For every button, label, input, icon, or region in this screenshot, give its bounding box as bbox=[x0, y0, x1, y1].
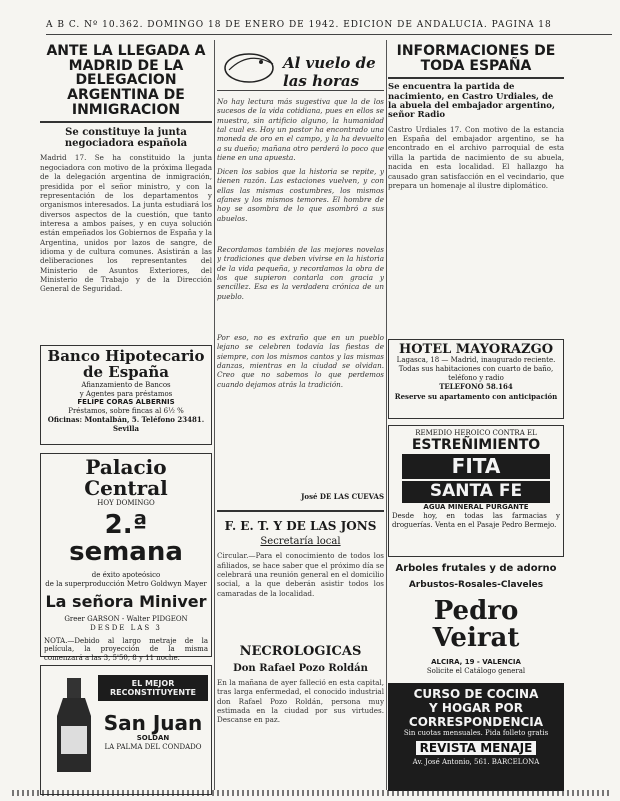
column-logo bbox=[217, 44, 384, 91]
hotel-line-2: TELEFONO 58.164 bbox=[439, 381, 513, 391]
palacio-week: 2.ª semana bbox=[69, 510, 183, 568]
column-par-3: Recordamos también de las mejores novelas y tradiciones que deben vivirse en la historia de la vida pequeña, y recordamos la obra de los que supieron contarla con gracia y sencillez. Esa es la verdadera crónica de un pueblo. bbox=[217, 245, 384, 301]
column-title: Al vuelo de las horas bbox=[283, 54, 376, 90]
banco-ad bbox=[40, 345, 212, 445]
banco-extra: Préstamos, sobre fincas al 6½ % bbox=[68, 407, 184, 416]
curso-ad bbox=[388, 683, 564, 791]
hotel-ad bbox=[388, 339, 564, 419]
curso-addr: Av. José Antonio, 561. BARCELONA bbox=[412, 757, 540, 766]
fita-word1: ESTREÑIMIENTO bbox=[411, 436, 541, 453]
palacio-desc: de la superproducción Metro Goldwyn Mayer bbox=[45, 579, 207, 588]
veirat-ad bbox=[388, 563, 564, 679]
fita-word3: SANTA FE bbox=[402, 481, 550, 503]
hotel-line-1: Todas sus habitaciones con cuarto de baño, teléfono y radio bbox=[398, 365, 554, 382]
bottom-edge-strip bbox=[12, 790, 612, 796]
necro-name: Don Rafael Pozo Roldán bbox=[233, 662, 368, 674]
sanjuan-maker: SOLDAN bbox=[136, 734, 170, 743]
argentina-headline: ANTE LA LLEGADA A MADRID DE LA DELEGACION ARGENTINA DE INMIGRACION bbox=[46, 43, 206, 118]
fita-top: REMEDIO HEROICO CONTRA EL bbox=[415, 428, 537, 437]
curso-line3: CORRESPONDENCIA bbox=[408, 714, 544, 729]
left-column bbox=[40, 44, 212, 795]
banco-line-2: y Agentes para préstamos bbox=[79, 389, 173, 398]
palacio-stars: Greer GARSON - Walter PIDGEON bbox=[64, 615, 188, 624]
veirat-name: Pedro Veirat bbox=[432, 595, 520, 654]
fita-ad bbox=[388, 425, 564, 557]
veirat-top: Arboles frutales y de adorno bbox=[395, 562, 557, 574]
right-headline-rule bbox=[388, 77, 564, 79]
curso-line2: Y HOGAR POR bbox=[429, 700, 523, 715]
column-par-1: No hay lectura más sugestiva que la de los sucesos de la vida cotidiana, pues en ellos se muestra, sin artificio alguno, la humanidad tal cual es. Hoy un pastor ha encontrado una moneda de oro en el campo, y la ha devuelto a su dueño; mañana otro perderá lo poco que tiene en una apuesta. bbox=[217, 97, 384, 163]
palacio-ad bbox=[40, 453, 212, 663]
banco-line-1: Afianzamiento de Bancos bbox=[81, 380, 171, 389]
banco-address: Oficinas: Montalbán, 5. Teléfono 23481. Sevilla bbox=[47, 414, 205, 433]
header-line: A B C. Nº 10.362. DOMINGO 18 DE ENERO DE 1942. EDICION DE ANDALUCIA. PAGINA 18 bbox=[46, 20, 552, 30]
palacio-day: HOY DOMINGO bbox=[97, 499, 155, 508]
argentina-subhead: Se constituye la junta negociadora española bbox=[64, 127, 188, 150]
argentina-body: Madrid 17. Se ha constituido la junta negociadora con motivo de la próxima llegada de la delegación argentina de inmigración, presidida por el señor ministro, y con la representación de los departamentos y organismos interesados. La junta estudiará los diversos aspectos de la cuestión, que tanto interesa a ambos países, y en cuya solución están empeñados los Gobiernos de España y la Argentina, unidos por lazos de sangre, de idioma y de cultura comunes. Asistirán a las deliberaciones los representantes del Ministerio de Asuntos Exteriores, del Ministerio de Trabajo y de la Dirección General de Seguridad. bbox=[40, 153, 212, 294]
palacio-note: de éxito apoteósico bbox=[91, 570, 161, 579]
right-column bbox=[388, 44, 564, 791]
veirat-sub: Arbustos-Rosales-Claveles bbox=[408, 579, 544, 590]
informaciones-headline: INFORMACIONES DE TODA ESPAÑA bbox=[396, 43, 556, 74]
middle-column bbox=[217, 44, 384, 738]
fet-body: Circular.—Para el conocimiento de todos los afiliados, se hace saber que el próximo día se celebrará una reunión general en el domicilio social, a la que deberán asistir todos los camaradas de la localidad. bbox=[217, 551, 384, 598]
hotel-name: HOTEL MAYORAZGO bbox=[398, 341, 554, 357]
column-par-2: Dicen los sabios que la historia se repite, y tienen razón. Las estaciones vuelven, y con ellas las mismas costumbres, los mismos afanes y los mismos temores. El hombre de hoy se asombra de lo que asombró a sus abuelos. bbox=[217, 167, 384, 223]
curso-line1: CURSO DE COCINA bbox=[413, 686, 539, 701]
necro-title: NECROLOGICAS bbox=[239, 644, 362, 660]
banco-people: FELIPE CORAS ALBERNIS bbox=[77, 398, 175, 407]
clock-bird-icon bbox=[221, 46, 281, 86]
column-rule-1 bbox=[214, 40, 215, 790]
sanjuan-brand: San Juan bbox=[103, 711, 203, 736]
palacio-hour: DESDE LAS 3 bbox=[90, 623, 162, 632]
palacio-title: Palacio Central bbox=[84, 455, 168, 501]
necro-body: En la mañana de ayer falleció en esta capital, tras larga enfermedad, el conocido industrial don Rafael Pozo Roldán, persona muy estimada en la ciudad por sus virtudes. Descanse en paz. bbox=[217, 677, 384, 725]
banco-name: Banco Hipotecario de España bbox=[47, 347, 205, 382]
palacio-footer: NOTA.—Debido al largo metraje de la película, la proyección de la misma comenzará a las 3, 5'50, 8 y 11 noche. bbox=[44, 636, 208, 663]
veirat-addr: ALCIRA, 19 - VALENCIA bbox=[431, 658, 521, 667]
curso-small: Sin cuotas mensuales. Pida folleto gratis bbox=[403, 728, 549, 737]
column-par-4: Por eso, no es extraño que en un pueblo lejano se celebren todavía las fiestas de siempre, con los mismos cantos y las mismas danzas, mientras en la ciudad se olvidan. Creo que no sabemos lo que perdemos cuando dejamos atrás la tradición. bbox=[217, 333, 384, 389]
informaciones-subhead: Se encuentra la partida de nacimiento, en Castro Urdiales, de la abuela del embajador argentino, señor Radio bbox=[388, 82, 555, 121]
headline-rule bbox=[40, 121, 212, 123]
fita-word2: FITA bbox=[402, 454, 550, 479]
middle-rule bbox=[217, 510, 384, 512]
column-rule-2 bbox=[386, 40, 387, 790]
bottle-icon bbox=[49, 676, 99, 776]
sanjuan-ad bbox=[40, 665, 212, 795]
fet-title: F. E. T. Y DE LAS JONS bbox=[224, 518, 377, 533]
palacio-film: La señora Miniver bbox=[45, 592, 207, 612]
informaciones-body: Castro Urdiales 17. Con motivo de la estancia en España del embajador argentino, se ha encontrado en el archivo parroquial de esta villa la partida de nacimiento de su abuela, nacida en esta localidad. El hallazgo ha causado gran satisfacción en el vecindario, que prepara un homenaje al ilustre diplomático. bbox=[388, 124, 564, 190]
sanjuan-slogan: EL MEJOR RECONSTITUYENTE bbox=[98, 675, 208, 701]
fita-tag: AGUA MINERAL PURGANTE bbox=[423, 503, 529, 512]
hotel-note: Reserve su apartamento con anticipación bbox=[394, 392, 558, 402]
column-signature: José DE LAS CUEVAS bbox=[301, 492, 384, 501]
page-header bbox=[46, 20, 612, 35]
fita-foot: Desde hoy, en todas las farmacias y droguerías. Venta en el Pasaje Pedro Bermejo. bbox=[392, 511, 560, 529]
curso-magazine: REVISTA MENAJE bbox=[416, 741, 536, 755]
veirat-cat: Solicite el Catálogo general bbox=[426, 667, 526, 676]
hotel-address: Lagasca, 18 — Madrid, inaugurado reciente. bbox=[396, 356, 556, 365]
sanjuan-place: LA PALMA DEL CONDADO bbox=[104, 743, 202, 752]
fet-sub: Secretaría local bbox=[260, 536, 341, 548]
